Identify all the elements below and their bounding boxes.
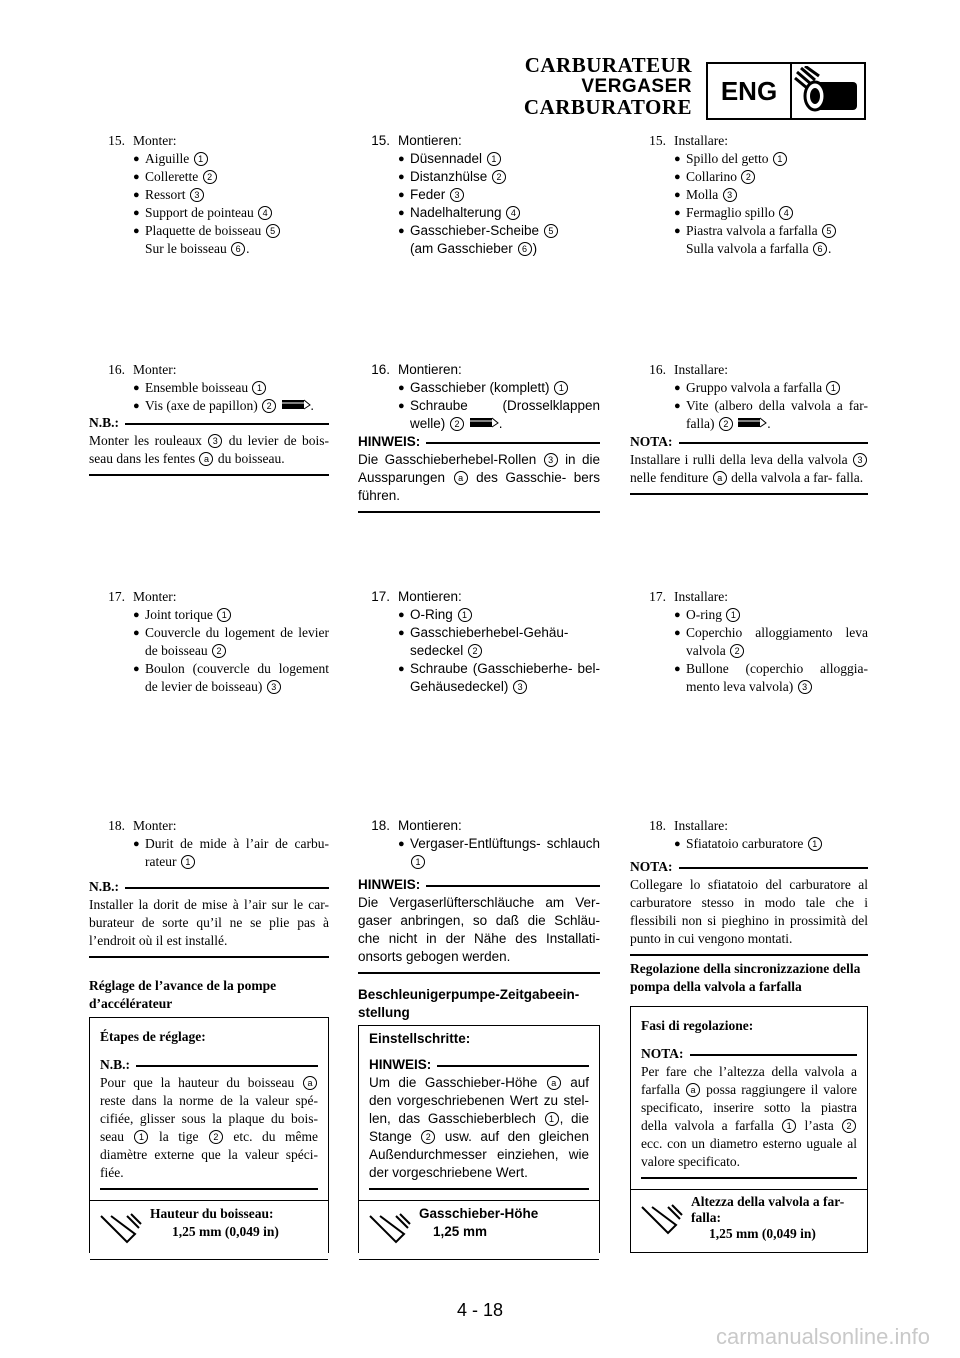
- list-item: ● Sfiatatoio carburatore 1: [674, 835, 868, 853]
- step-17: 17. Monter: ● Joint torique 1 ● Couvercle du logement de levier de boisseau 2 ● Boulon (couvercle du logement de levier de boisseau) 3: [108, 589, 329, 694]
- list-item: ● Couvercle du logement de levier de boisseau 2: [133, 625, 329, 658]
- step-continuation: Sur le boisseau 6 .: [145, 241, 250, 256]
- box-title: Einstellschritte:: [369, 1031, 471, 1046]
- title-french: CARBURATEUR: [524, 53, 692, 77]
- step-15: 15. Montieren: ● Düsennadel 1 ● Distanzhülse 2 ● Feder 3 ● Nadelhalterung 4 ● Gasschieber-Scheibe 5 (am Gasschieber 6 ): [358, 132, 600, 258]
- list-item: ● Gasschieber-Scheibe 5: [398, 222, 600, 240]
- step-18: 18. Installare: ● Sfiatatoio carburatore 1: [630, 817, 868, 853]
- step-15: [89, 132, 329, 258]
- list-item: ● Bullone (coperchio alloggia- mento leva valvola) 3: [674, 661, 868, 694]
- spec-value: 1,25 mm (0,049 in): [709, 1226, 816, 1241]
- step-17: 17. Installare: ● O-ring 1 ● Coperchio alloggiamento leva valvola 2 ● Bullone (coperchio alloggia- mento leva valvola) 3: [649, 589, 868, 694]
- list-item: ● Ressort 3: [133, 186, 329, 204]
- threadlock-icon: [469, 416, 499, 430]
- step-18: 18. Montieren: ● Vergaser-Entlüftungs- schlauch 1: [358, 817, 600, 871]
- section-badge: [706, 62, 866, 120]
- step-15: 15. Installare: ● Spillo del getto 1 ● Collarino 2 ● Molla 3 ● Fermaglio spillo 4 ● Piastra valvola a farfalla 5 Sulla valvola a farfalla 6 .: [630, 132, 868, 258]
- list-item: ● Nadelhalterung 4: [398, 204, 600, 222]
- list-item: ● Gasschieber (komplett) 1: [398, 379, 600, 397]
- title-italian: CARBURATORE: [523, 95, 692, 119]
- title-german: VERGASER: [581, 76, 692, 97]
- list-item: ● Collerette 2: [133, 168, 329, 186]
- threadlock-icon: [737, 416, 767, 430]
- spec-value: 1,25 mm: [433, 1224, 488, 1239]
- note-nb-16: N.B.: Monter les rouleaux 3 du levier de bois- seau dans les fentes a du boisseau.: [89, 414, 329, 476]
- section-title: Réglage de l’avance de la pompe d’accélérateur: [89, 978, 277, 1011]
- adjustment-box: Fasi di regolazione: NOTA: Per fare che l’altezza della valvola a farfalla a possa raggiungere il valore specificato, inserire sotto la piastra della valvola a farfalla 1 l’asta 2 ecc. con un diametro esterno uguale al valore specificato. Altezza della valvola a far- falla: 1,25 mm (0,049 in): [630, 1006, 868, 1253]
- page-number: 4 - 18: [456, 1300, 504, 1320]
- list-item: ● Vis (axe de papillon) 2 .: [133, 398, 314, 413]
- box-title: Étapes de réglage:: [100, 1029, 206, 1044]
- list-item: ● Aiguille 1: [133, 150, 329, 168]
- section-title: Beschleunigerpumpe-Zeitgabeein- stellung: [358, 987, 580, 1020]
- note-hinweis-16: HINWEIS: Die Gasschieberhebel-Rollen 3 in die Aussparungen a des Gasschie- bers führen.: [358, 433, 600, 513]
- caliper-icon: [359, 1201, 419, 1259]
- list-item: ● O-ring 1: [674, 606, 868, 624]
- list-item: ● Support de pointeau 4: [133, 204, 329, 222]
- list-item: ● Durit de mide à l’air de carbu- rateur 1: [133, 836, 329, 869]
- list-item: ● Fermaglio spillo 4: [674, 204, 868, 222]
- list-item: ● Feder 3: [398, 186, 600, 204]
- note-nota-16: NOTA: Installare i rulli della leva della valvola 3 nelle fenditure a della valvola a far- falla.: [630, 433, 868, 495]
- step-16: 16. Installare: ● Gruppo valvola a farfalla 1 ● Vite (albero della valvola a far- falla) 2 .: [649, 362, 868, 431]
- watermark: carmanualsonline.info: [715, 1324, 930, 1349]
- caliper-icon: [631, 1190, 691, 1252]
- note-hinweis-18: HINWEIS: Die Vergaserlüfterschläuche am Ver- gaser anbringen, so daß die Schläu- che nicht in der Nähe des Installati- onsorts gebogen werden.: [358, 876, 600, 974]
- list-item: ● Spillo del getto 1: [674, 150, 868, 168]
- step-16: 16. Montieren: ● Gasschieber (komplett) 1 ● Schraube (Drosselklappen welle) 2 .: [371, 362, 600, 431]
- step-17: 17. Montieren: ● O-Ring 1 ● Gasschieberhebel-Gehäu- sedeckel 2 ● Schraube (Gasschieberhe- bel-Gehäusedeckel) 3: [371, 589, 600, 694]
- threadlock-icon: [281, 398, 311, 412]
- section-title: Regolazione della sincronizzazione della pompa della valvola a farfalla: [630, 961, 861, 994]
- list-item: ● Vite (albero della valvola a far- falla) 2 .: [674, 398, 868, 431]
- engine-wrench-icon: [792, 64, 864, 118]
- step-heading: Monter:: [133, 133, 177, 148]
- spec-row: [631, 1189, 867, 1253]
- chapter-title-block: [524, 55, 692, 118]
- spec-title: Gasschieber-Höhe: [419, 1206, 539, 1221]
- spec-title: Altezza della valvola a far- falla:: [691, 1194, 845, 1225]
- list-item: ● Gruppo valvola a farfalla 1: [674, 379, 868, 397]
- list-item: ● Molla 3: [674, 186, 868, 204]
- list-item: ● Piastra valvola a farfalla 5: [674, 222, 868, 240]
- list-item: ● Gasschieberhebel-Gehäu- sedeckel 2: [398, 625, 569, 658]
- section-label: ENG: [708, 64, 792, 118]
- step-16: 16. Monter: ● Ensemble boisseau 1 ● Vis (axe de papillon) 2 .: [89, 361, 329, 415]
- spec-value: 1,25 mm (0,049 in): [172, 1224, 279, 1239]
- note-nb-18: N.B.: Installer la dorit de mise à l’air sur le car- burateur de sorte qu’il ne se plie pas à l’endroit où il est installé.: [89, 878, 329, 958]
- box-title: Fasi di regolazione:: [641, 1018, 754, 1033]
- list-item: ● Boulon (couvercle du logement de levier de boisseau) 3: [133, 661, 329, 694]
- list-item: ● Distanzhülse 2: [398, 168, 600, 186]
- spec-title: Hauteur du boisseau:: [150, 1206, 274, 1221]
- step-18: 18. Monter: ● Durit de mide à l’air de carbu- rateur 1: [108, 818, 329, 869]
- caliper-icon: [90, 1201, 150, 1259]
- list-item: ● Schraube (Drosselklappen welle) 2 .: [398, 398, 600, 431]
- list-item: ● Collarino 2: [674, 168, 868, 186]
- note-nota-18: NOTA: Collegare lo sfiatatoio del carburatore al carburatore stesso in modo tale che i flessibili non si pieghino in prossimità del punto in cui vengono montati.: [630, 858, 868, 956]
- list-item: ● Düsennadel 1: [398, 150, 600, 168]
- note-label: N.B.:: [89, 415, 119, 430]
- list-item: ● Joint torique 1: [133, 606, 329, 624]
- list-item: ● Schraube (Gasschieberhe- bel-Gehäusedeckel) 3: [398, 661, 600, 694]
- list-item: ● Vergaser-Entlüftungs- schlauch 1: [398, 836, 600, 867]
- list-item: ● Plaquette de boisseau 5: [133, 222, 329, 240]
- adjustment-box: Einstellschritte: HINWEIS: Um die Gasschieber-Höhe a auf den vorgeschriebenen Wert zu stel- len, das Gasschieberblech 1 , die Stange 2 usw. auf den gleichen Außendurchmesser einziehen, wie der vorgeschriebene Wert. Gasschieber-Höhe 1,25 mm: [358, 1025, 600, 1253]
- spec-row: [359, 1200, 599, 1260]
- step-number: 15.: [108, 133, 125, 148]
- adjustment-box: Étapes de réglage: N.B.: Pour que la hauteur du boisseau a reste dans la norme de la valeur spé- cifiée, glisser sous la plaque du bois- seau 1 la tige 2 etc. du même diamètre externe que la valeur spéci- fiée. Hauteur du boisseau: 1,25 mm (0,049 in): [89, 1017, 329, 1253]
- list-item: ● O-Ring 1: [398, 606, 600, 624]
- spec-row: [90, 1200, 328, 1260]
- list-item: ● Ensemble boisseau 1: [133, 379, 329, 397]
- list-item: ● Coperchio alloggiamento leva valvola 2: [674, 625, 868, 658]
